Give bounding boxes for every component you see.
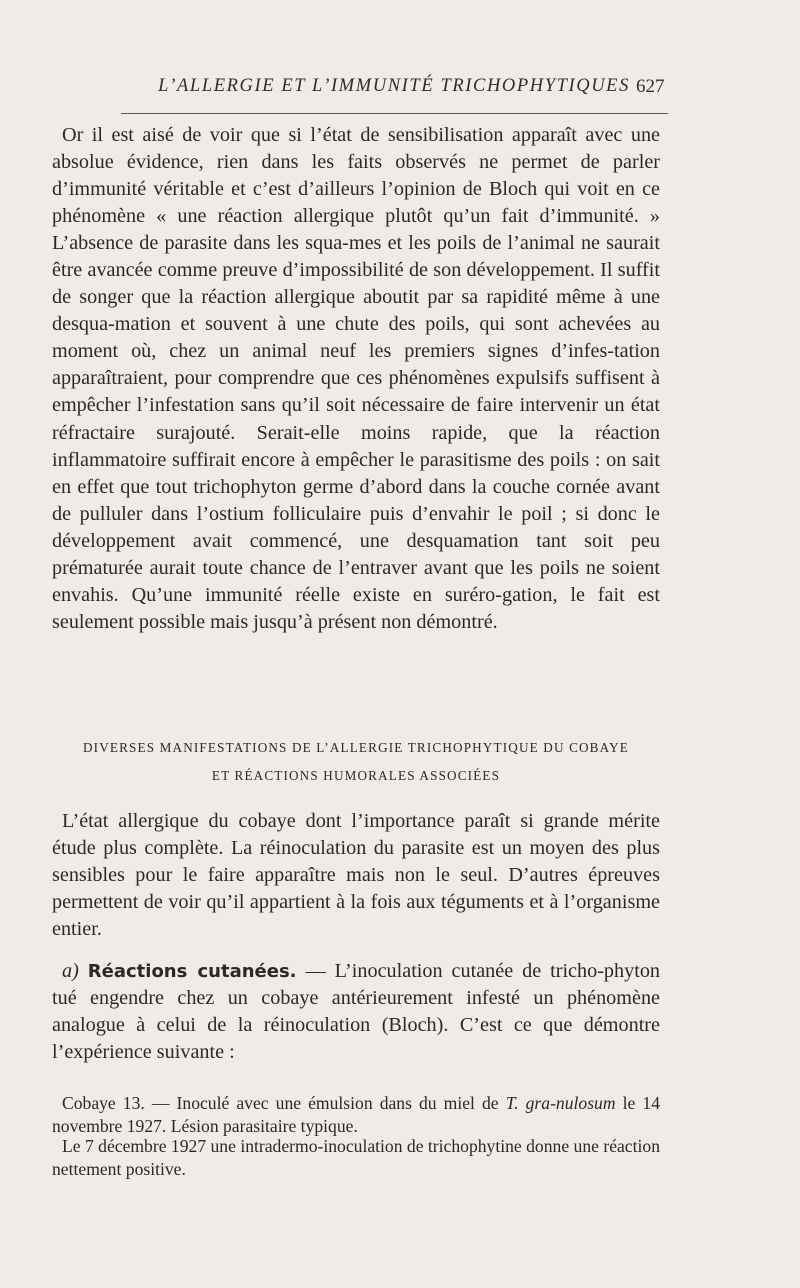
paragraph-reactions-text: — L’inoculation cutanée de tricho-phyton tué engendre chez un cobaye antérieurement infesté un phénomène analogue à celui de la réinoculation (Bloch). C’est ce que démontre l’expérience suivante : — [52, 960, 661, 1064]
note-1-before: Cobaye 13. — Inoculé avec une émulsion dans du miel de — [62, 1093, 506, 1113]
header-rule — [121, 113, 668, 114]
section-heading-line-2: ET RÉACTIONS HUMORALES ASSOCIÉES — [211, 768, 501, 783]
experiment-note-2: Le 7 décembre 1927 une intradermo-inoculation de trichophytine donne une réaction nettement positive. — [52, 1136, 660, 1179]
species-name: T. gra-nulosum — [505, 1093, 616, 1113]
paragraph-reactions-cutanees — [52, 958, 660, 1066]
section-heading-line-1: DIVERSES MANIFESTATIONS DE L’ALLERGIE TRICHOPHYTIQUE DU COBAYE — [83, 740, 629, 755]
paragraph-etat-allergique: L’état allergique du cobaye dont l’importance paraît si grande mérite étude plus complète. La réinoculation du parasite est un moyen des plus sensibles pour le faire apparaître mais non le seul. D’autres épreuves permettent de voir qu’il appartient à la fois aux téguments et à l’organisme entier. — [52, 810, 660, 941]
run-in-heading: Réactions cutanées. — [87, 961, 297, 982]
experiment-note-1 — [52, 1092, 660, 1137]
paragraph-sensibilisation: Or il est aisé de voir que si l’état de sensibilisation apparaît avec une absolue évidence, rien dans les faits observés ne permet de parler d’immunité véritable et c’est d’ailleurs l’opinion de Bloch qui voit en ce phénomène « une réaction allergique plutôt qu’un fait d’immunité. » L’absence de parasite dans les squa-mes et les poils de l’animal ne saurait être avancée comme preuve d’impossibilité de son développement. Il suffit de songer que la réaction allergique aboutit par sa rapidité même à une desqua-mation et souvent à une chute des poils, qui sont achevées au moment où, chez un animal neuf les premiers signes d’infes-tation apparaîtraient, pour comprendre que ces phénomènes expulsifs suffisent à empêcher l’infestation sans qu’il soit nécessaire de faire intervenir un état réfractaire surajouté. Serait-elle moins rapide, que la réaction inflammatoire suffirait encore à empêcher le parasitisme des poils : on sait en effet que tout trichophyton germe d’abord dans la couche cornée avant de pulluler dans l’ostium folliculaire puis d’envahir le poil ; si donc le développement avait commencé, une desquamation tant soit peu prématurée aurait toute chance de l’entraver avant que les poils ne soient envahis. Qu’une immunité réelle existe en suréro-gation, le fait est seulement possible mais jusqu’à présent non démontré. — [52, 124, 660, 633]
running-title: L’ALLERGIE ET L’IMMUNITÉ TRICHOPHYTIQUES — [158, 76, 630, 96]
section-heading — [52, 734, 660, 790]
list-marker: a) — [62, 960, 79, 982]
note-1-after: le 14 novembre 1927. Lésion parasitaire typique. — [52, 1093, 660, 1136]
page-number: 627 — [636, 76, 665, 97]
